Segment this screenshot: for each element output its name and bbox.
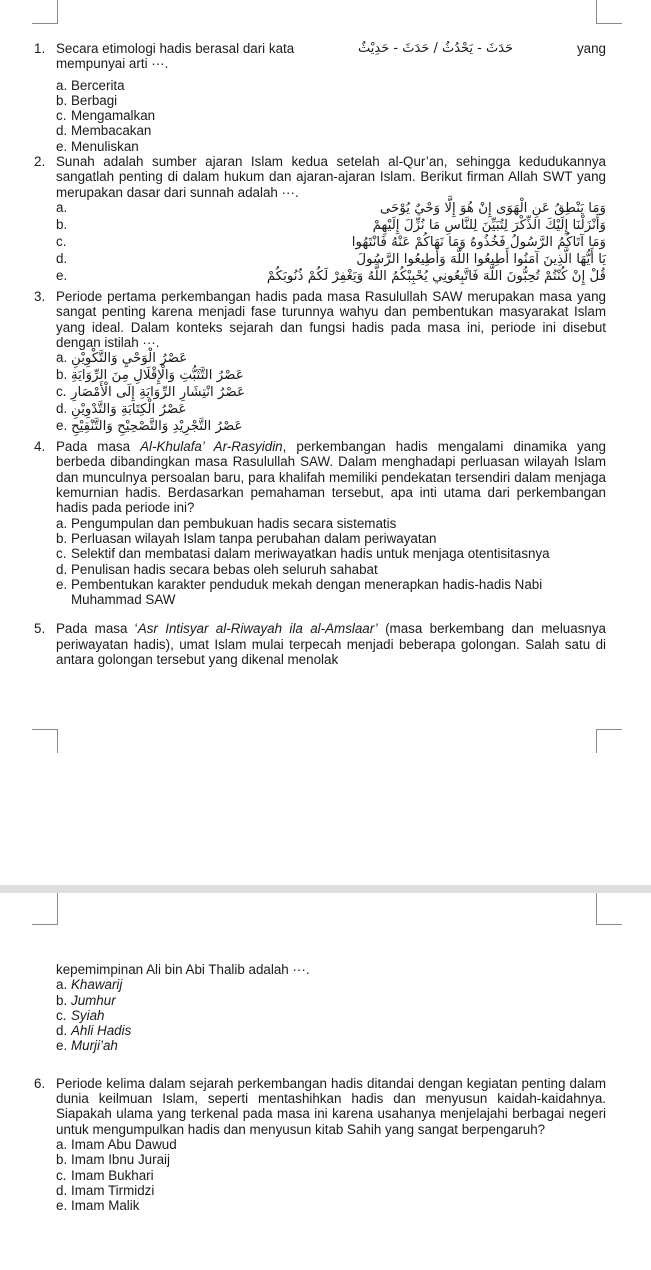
question-stem: Sunah adalah sumber ajaran Islam kedua setelah al-Qur’an, sehingga kedudukannya sangatlah penting di dalam hukum dan ajaran-ajaran Islam. Berikut firman Allah SWT yang merupakan dasar dari sunnah adalah ···. [56,154,606,200]
options-q2 [34,200,606,285]
page-1-content [34,41,606,667]
question-3 [34,289,606,350]
option[interactable]: b. عَصْرُ التَّثَبُّتِ وَالْإِقْلَالِ مِنَ الرِّوَايَةِ [56,367,244,384]
crop-mark-top-right [596,893,622,925]
question-number: 2. [34,154,46,170]
question-stem: Secara etimologi hadis berasal dari kata حَدَثَ - يَحْدُثُ / حَدَثَ - حَدِيْثٌ yang mempunyai arti ···. [56,41,606,72]
question-1 [34,41,606,72]
crop-mark-top-left [32,0,58,24]
option[interactable]: b. Jumhur [56,992,116,1008]
option[interactable]: e. Pembentukan karakter penduduk mekah dengan menerapkan hadis-hadis Nabi Muhammad SAW [56,576,543,608]
question-number: 4. [34,439,46,455]
option[interactable]: b. Imam Ibnu Juraij [56,1152,170,1168]
option[interactable]: d. Ahli Hadis [56,1023,132,1039]
option[interactable]: e. قُلْ إِنْ كُنْتُمْ تُحِبُّونَ اللَّهَ فَاتَّبِعُونِي يُحْبِبْكُمُ اللَّهُ وَيَغْفِرْ لَكُمْ ذُنُوبَكُمْ [56,267,606,284]
question-6 [34,1076,606,1137]
option[interactable]: c. Mengamalkan [56,108,156,124]
question-5 [34,621,606,667]
option[interactable]: c. Selektif dan membatasi dalam meriwayatkan hadis untuk menjaga otentisitasnya [56,546,550,562]
crop-mark-bottom-right [596,729,622,753]
option[interactable]: a. عَصْرُ الْوَحْيِ وَالتَّكْوِيْنِ [56,350,188,367]
option[interactable]: c. Syiah [56,1007,105,1023]
option[interactable]: e. عَصْرُ التَّجْرِيْدِ وَالتَّصْحِيْحِ وَالتَّنْقِيْحِ [56,418,243,435]
option[interactable]: c. وَمَا آتَاكُمُ الرَّسُولُ فَخُذُوهُ وَمَا نَهَاكُمْ عَنْهُ فَانْتَهُوا [56,233,606,250]
question-number: 5. [34,621,46,637]
arabic-term: حَدَثَ - يَحْدُثُ / حَدَثَ - حَدِيْثٌ [358,41,514,56]
crop-mark-top-left [32,893,58,925]
question-number: 3. [34,288,46,304]
option[interactable]: e. Murji’ah [56,1038,118,1054]
options-q3 [34,350,606,435]
option[interactable]: e. Imam Malik [56,1198,140,1214]
question-stem: Pada masa Al-Khulafa’ Ar-Rasyidin, perkembangan hadis mengalami dinamika yang berbeda dibandingkan masa Rasulullah SAW. Dalam menghadapi perluasan wilayah Islam dan munculnya persoalan baru, para khalifah memiliki pendekatan tersendiri dalam menjaga kemurnian hadis. Berdasarkan pemahaman tersebut, apa inti utama dari perkembangan hadis pada periode ini? [56,439,606,516]
question-stem: Pada masa ‘Asr Intisyar al-Riwayah ila al-Amslaar’ (masa berkembang dan meluasnya periwayatan hadis), umat Islam mulai terpecah menjadi beberapa golongan. Salah satu di antara golongan tersebut yang dikenal menolak [56,621,606,668]
crop-mark-bottom-left [32,729,58,753]
options-q1 [34,78,606,154]
option[interactable]: c. Imam Bukhari [56,1167,154,1183]
options-q5 [34,977,606,1053]
option[interactable]: d. يَا أَيُّهَا الَّذِينَ آمَنُوا أَطِيعُوا اللَّهَ وَأَطِيعُوا الرَّسُولَ [56,250,606,267]
option[interactable]: b. وَأَنْزَلْنَا إِلَيْكَ الذِّكْرَ لِتُبَيِّنَ لِلنَّاسِ مَا نُزِّلَ إِلَيْهِمْ [56,216,606,233]
question-number: 1. [34,41,46,56]
question-stem: Periode pertama perkembangan hadis pada masa Rasulullah SAW merupakan masa yang sangat penting karena menjadi fase turunnya wahyu dan pembentukan masyarakat Islam yang ideal. Dalam konteks sejarah dan fungsi hadis pada masa ini, periode ini disebut dengan istilah ···. [56,288,606,350]
question-2 [34,154,606,200]
option[interactable]: a. Bercerita [56,77,125,93]
option[interactable]: a. وَمَا يَنْطِقُ عَنِ الْهَوَى إِنْ هُوَ إِلَّا وَحْيٌ يُوْحَى [56,199,606,216]
option[interactable]: d. Penulisan hadis secara bebas oleh seluruh sahabat [56,561,378,577]
option[interactable]: b. Berbagi [56,92,118,108]
question-number: 6. [34,1075,46,1091]
question-stem: Periode kelima dalam sejarah perkembangan hadis ditandai dengan kegiatan penting dalam dunia keilmuan Islam, seperti mentashihkan hadis dan menyusun kaidah-kaidahnya. Siapakah ulama yang terkenal pada masa ini karena usahanya menjelajahi berbagai negeri untuk mengumpulkan hadis dan menyusun kitab Sahih yang sangat berpengaruh? [56,1075,606,1137]
option[interactable]: a. Imam Abu Dawud [56,1136,177,1152]
question-4 [34,439,606,515]
option[interactable]: b. Perluasan wilayah Islam tanpa perubahan dalam periwayatan [56,530,437,546]
option[interactable]: d. Membacakan [56,123,152,139]
option[interactable]: d. عَصْرُ الْكِتَابَةِ وَالتَّدْوِيْنِ [56,401,187,418]
option[interactable]: a. Khawarij [56,977,123,993]
option[interactable]: a. Pengumpulan dan pembukuan hadis secara sistematis [56,515,397,531]
page-2-content [34,962,606,1213]
options-q6 [34,1137,606,1213]
crop-mark-top-right [596,0,622,24]
options-q4 [34,516,606,608]
question-5-continued: kepemimpinan Ali bin Abi Thalib adalah ···. [56,962,310,977]
option[interactable]: d. Imam Tirmidzi [56,1182,155,1198]
option[interactable]: e. Menuliskan [56,138,139,154]
page-gap [0,885,651,893]
document-page-2 [0,893,651,1270]
option[interactable]: c. عَصْرُ انْتِشَارِ الرِّوَايَةِ إِلَى الْأَمْصَارِ [56,384,245,401]
